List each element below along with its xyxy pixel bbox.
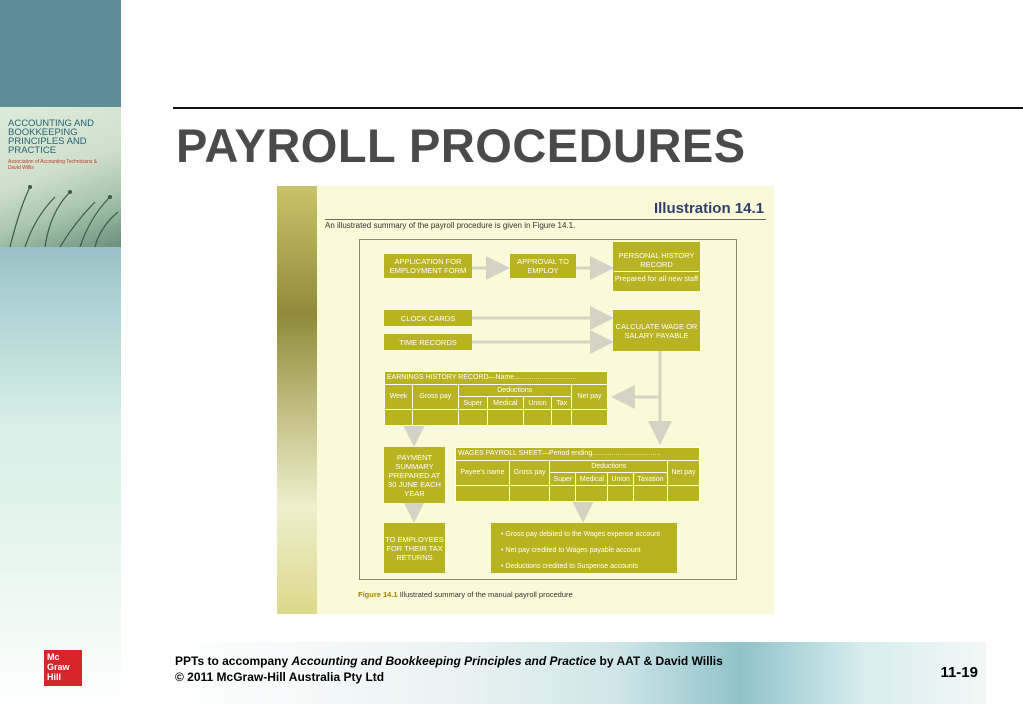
figure-caption-text: Illustrated summary of the manual payroll procedure	[397, 590, 573, 599]
box-divider	[614, 271, 699, 272]
time-records-box: TIME RECORDS	[384, 334, 472, 350]
grass-illustration	[0, 167, 121, 247]
book-cover	[0, 107, 121, 247]
sub-medical: Medical	[487, 397, 523, 410]
personal-history-title: PERSONAL HISTORY RECORD	[618, 250, 695, 269]
mcgraw-hill-logo: Mc Graw Hill	[44, 650, 82, 686]
bullet-item: • Gross pay debited to the Wages expense account	[501, 527, 673, 543]
col-net-pay: Net pay	[571, 384, 607, 409]
sub-union: Union	[523, 397, 552, 410]
payroll-figure	[277, 186, 774, 614]
sub-super: Super	[458, 397, 487, 410]
sidebar-decoration	[0, 0, 121, 708]
sub-medical: Medical	[576, 473, 608, 486]
footer-prefix: PPTs to accompany	[175, 654, 292, 668]
sub-taxation: Taxation	[633, 473, 667, 486]
illustration-label: Illustration 14.1	[653, 200, 764, 217]
col-payee-name: Payee's name	[456, 460, 510, 485]
personal-history-note: Prepared for all new staff	[614, 273, 699, 283]
wages-payroll-table	[455, 447, 700, 502]
slide-number: 11-19	[940, 664, 978, 681]
footer-bar	[168, 642, 986, 704]
page-title: PAYROLL PROCEDURES	[176, 119, 746, 172]
col-deductions: Deductions	[458, 384, 571, 397]
title-rule	[173, 107, 1023, 109]
figure-intro: An illustrated summary of the payroll procedure is given in Figure 14.1.	[325, 221, 576, 230]
col-deductions: Deductions	[550, 460, 668, 473]
footer-book-title: Accounting and Bookkeeping Principles and Practice	[291, 654, 597, 668]
approval-box: APPROVAL TO EMPLOY	[510, 254, 576, 278]
col-net-pay: Net pay	[668, 460, 700, 485]
sub-super: Super	[550, 473, 576, 486]
earnings-table-header: EARNINGS HISTORY RECORD—Name................................	[385, 372, 608, 385]
footer-suffix: by AAT & David Willis	[596, 654, 723, 668]
figure-caption	[358, 590, 573, 599]
footer-copyright: © 2011 McGraw-Hill Australia Pty Ltd	[175, 670, 385, 684]
payment-summary-box: PAYMENT SUMMARY PREPARED AT 30 JUNE EACH YEAR	[384, 447, 445, 503]
footer-credit	[175, 654, 723, 668]
arrow-calculate-earnings	[614, 351, 660, 397]
earnings-history-table	[384, 371, 608, 426]
personal-history-box	[613, 242, 700, 291]
application-form-box: APPLICATION FOR EMPLOYMENT FORM	[384, 254, 472, 278]
to-employees-box: TO EMPLOYEES FOR THEIR TAX RETURNS	[384, 523, 445, 573]
col-gross-pay: Gross pay	[509, 460, 549, 485]
book-title: ACCOUNTING AND BOOKKEEPING PRINCIPLES AND PRACTICE	[8, 118, 95, 156]
book-authors: Association of Accounting Technicians & David Willis	[8, 159, 98, 171]
col-week: Week	[385, 384, 413, 409]
calculate-wage-box: CALCULATE WAGE OR SALARY PAYABLE	[613, 310, 700, 351]
sub-union: Union	[608, 473, 634, 486]
sidebar-top-band	[0, 0, 121, 107]
figure-number: Figure 14.1	[358, 590, 398, 599]
bullet-item: • Net pay credited to Wages payable account	[501, 543, 673, 559]
clock-cards-box: CLOCK CARDS	[384, 310, 472, 326]
bullet-item: • Deductions credited to Suspense accounts	[501, 559, 673, 575]
sub-tax: Tax	[552, 397, 572, 410]
wages-table-header: WAGES PAYROLL SHEET—Period ending...................................	[456, 448, 700, 461]
col-gross-pay: Gross pay	[413, 384, 458, 409]
accounting-entries-box	[491, 523, 677, 573]
